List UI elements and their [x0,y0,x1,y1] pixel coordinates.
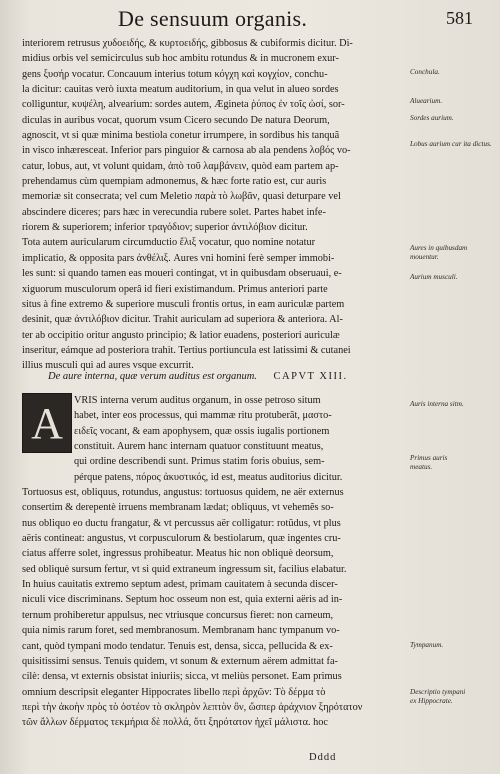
text-line: τῶν ἄλλων δέρματος τεκμήρια δὲ πολλά, ὅτι ξηρότατον ἠχεῖ μάλιστα. hoc [22,717,328,729]
text-line: cilè: densa, vt externis obsistat iniuriis; sicca, vt meliùs personet. Eam primus [22,671,342,683]
text-line: Tortuosus est, obliquus, rotundus, angustus: tortuosus quidem, ne aër externus [22,487,344,499]
text-line: colliguntur, κυψέλη, alvearium: sordes autem, Ægineta ῥύπος ἐν τοῖς ὠσί, sor- [22,99,345,111]
chapter-heading [48,371,468,382]
text-line: la dicitur: cauitas verò iuxta meatum auditorium, in qua velut in alueo sordes [22,84,339,96]
margin-note: Lobus aurium cur ita dictus. [410,140,492,148]
chapter-number: CAPVT XIII. [273,371,348,382]
signature-mark: Dddd [309,752,337,763]
text-line: catur, lobus, aut, vt volunt quidam, ἀπὸ τοῦ λαμβάνειν, quòd eam partem ap- [22,160,339,172]
margin-note: Aurium musculi. [410,273,458,281]
text-line: quia nimis rarum foret, sed membranosum. Membranam hanc tympanum vo- [22,625,340,637]
margin-note: Descriptio tympani ex Hippocrate. [410,688,466,705]
text-line: ciatus afferre solet, ingressus prohibeatur. Meatus hic non obliquè deorsum, [22,548,334,560]
text-line: In huius cauitatis extremo septum adest, primam cauitatem à secunda discer- [22,579,338,591]
text-line: desinit, quæ ἀντιλόβιον dicitur. Trahit auriculam ad superiora & anteriora. Al- [22,314,343,326]
decorated-initial-letter: A [31,398,63,448]
chapter-title: De aure interna, quæ verum auditus est organum. [48,371,257,382]
text-line: midius orbis vel semicirculus sub hoc ambitu rotundus & in mucronem exur- [22,53,339,65]
margin-note: Aures in quibusdam mouentur. [410,244,468,261]
text-line: agnoscit, vt si quæ minima bestiola conetur irrumpere, in sordibus his tanquã [22,130,340,142]
text-line: omnium descripsit eleganter Hippocrates libello περὶ ἀρχῶν: Τὸ δέρμα τὸ [22,686,326,698]
text-line: gens ξυσήρ vocatur. Concauum interius totum κόγχη καὶ κογχίον, conchu- [22,68,328,80]
chapter-text [22,393,404,731]
text-line: inseritur, eámque ad posteriora trahit. Tertius portiuncula est latissimi & cutanei [22,344,351,356]
text-line: nus obliquo eo ductu frangatur, & vt percussus aër colligatur: rotũdus, vt plus [22,517,341,529]
margin-note: Sordes aurium. [410,114,454,122]
text-line: prehendamus cùm quempiam admonemus, & hæc forte ratio est, cur auris [22,176,327,188]
page-number: 581 [446,8,473,28]
text-line: VRIS interna verum auditus organum, in osse petroso situm [74,395,321,406]
running-header [0,6,500,32]
text-line: ternum prohiberetur appulsus, nec vtriusque concursus fieret: non carneum, [22,609,334,621]
text-line: diculas in auribus vocat, quorum vsum Cicero secundo De natura Deorum, [22,114,330,126]
text-line: sed obliquè sursum fertur, vt si quid extraneum ingressum sit, facilius elabatur. [22,563,347,575]
text-line: constituit. Aurem hanc internam quatuor constituunt meatus, [74,441,324,453]
body-text [22,36,404,374]
text-line: riorem & superiorem; inferior τραγόδιον; superior ἀντιλόβιον dicitur. [22,222,308,234]
text-line: habet, inter eos processus, qui mammæ ritu protuberãt, μαστο- [74,410,332,422]
text-line: situs à fine extremo & superiore musculi frontis ortus, in eam auriculæ partem [22,298,345,310]
text-line: quisitissimi sensus. Tenuis quidem, vt sonum & externum aërem admittat fa- [22,655,338,667]
text-line: abscindere diceres; pars hæc in verecundia rubere solet. Partes habet infe- [22,206,326,218]
margin-note: Tympanum. [410,641,444,649]
text-line: xiguorum musculorum operâ id fieri existimandum. Primus anteriori parte [22,283,328,295]
text-line: ειδεῖς vocant, & eam apophysem, quæ ossis iugalis portionem [74,425,330,437]
text-line: interiorem retrusus χυδοειδής, & κυρτοειδής, gibbosus & cubiformis dicitur. Di- [22,38,353,49]
margin-note: Auris interna sitm. [410,400,464,408]
text-line: implicatio, & opposita pars ἀνθέλιξ. Aures vni homini ferè semper immobi- [22,252,335,264]
text-line: περὶ τὴν ἀκοὴν πρὸς τὸ ὀστέον τὸ σκληρὸν λεπτὸν ὂν, ὥσπερ ἀράχνιον ξηρότατον [22,701,363,713]
text-line: les sunt: si quando tamen eas moueri contingat, vt in quibusdam obseruaui, e- [22,268,342,280]
text-line: cant, quòd tympani modo tendatur. Tenuis est, densa, sicca, pellucida & ex- [22,640,333,652]
text-line: illius musculi qui ad aures vsque excurrit. [22,360,194,372]
text-line: memoriæ sit consecrata; vel cum Meletio παρὰ τὸ λωβᾶν, quasi deturpare vel [22,191,341,203]
text-line: aëris contineat: angustus, vt corpusculorum & bestiolarum, quæ ingentes cru- [22,533,341,545]
text-line: niculi vice discriminans. Septum hoc osseum non est, quia externi aëris ad in- [22,594,343,606]
text-line: Tota autem auricularum circumductio ἕλιξ vocatur, quo nomine notatur [22,237,316,249]
margin-note: Conchula. [410,68,440,76]
text-line: in visco inhæresceat. Inferior pars pinguior & carnosa ab ala pendens λοβός vo- [22,145,351,157]
text-line: consertim & derepentè irruens membranam lædat; obliquus, vt vehemẽs so- [22,502,334,514]
margin-note: Aluearium. [410,97,443,105]
margin-note: Primus auris meatus. [410,454,448,471]
text-line: qui ordine describendi sunt. Primus statim foris obuius, sem- [74,456,325,468]
running-title: De sensuum organis. [118,6,308,31]
text-line: pérque patens, πόρος ἀκυστικός, id est, meatus auditorius dicitur. [74,471,343,483]
text-line: ter ab occipitio oritur angusto principio; & latior euadens, posteriori auriculæ [22,329,340,341]
